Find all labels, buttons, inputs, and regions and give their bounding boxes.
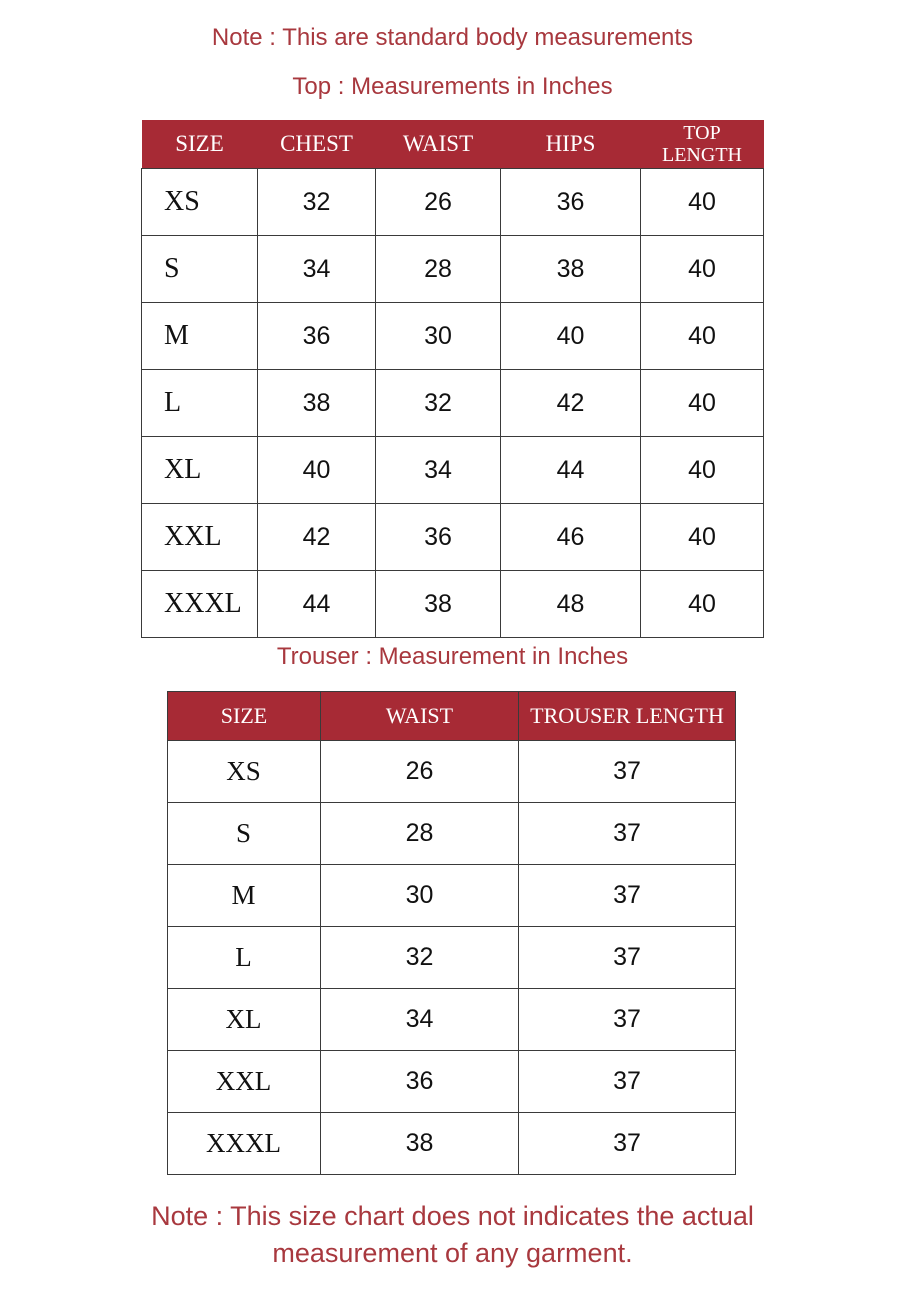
waist-cell: 30 — [376, 303, 501, 370]
trouser-header-trouser-length: TROUSER LENGTH — [519, 692, 736, 741]
trouser-length-cell: 37 — [519, 989, 736, 1051]
hips-cell: 40 — [501, 303, 641, 370]
waist-cell: 34 — [376, 437, 501, 504]
waist-cell: 28 — [376, 236, 501, 303]
top-header-top-length-label: TOP LENGTH — [662, 121, 742, 166]
size-cell: XS — [142, 169, 258, 236]
trouser-length-cell: 37 — [519, 803, 736, 865]
size-cell: XXL — [168, 1051, 321, 1113]
size-cell: M — [142, 303, 258, 370]
hips-cell: 36 — [501, 169, 641, 236]
top-header-size: SIZE — [142, 120, 258, 169]
trouser-table-header-row — [168, 692, 736, 741]
size-cell: XS — [168, 741, 321, 803]
chest-cell: 38 — [258, 370, 376, 437]
waist-cell: 38 — [376, 571, 501, 638]
chest-cell: 32 — [258, 169, 376, 236]
trouser-table-title: Trouser : Measurement in Inches — [276, 643, 629, 670]
top-header-hips: HIPS — [501, 120, 641, 169]
size-cell: M — [168, 865, 321, 927]
trouser-header-waist: WAIST — [321, 692, 519, 741]
top-table-title: Top : Measurements in Inches — [292, 73, 613, 100]
top-length-cell: 40 — [641, 169, 764, 236]
hips-cell: 38 — [501, 236, 641, 303]
size-cell: XL — [168, 989, 321, 1051]
trouser-length-cell: 37 — [519, 865, 736, 927]
trouser-length-cell: 37 — [519, 1051, 736, 1113]
table-row — [142, 303, 764, 370]
bottom-note-line1: Note : This size chart does not indicates the actual — [151, 1201, 754, 1231]
hips-cell: 46 — [501, 504, 641, 571]
top-table-header-row — [142, 120, 764, 169]
hips-cell: 44 — [501, 437, 641, 504]
size-cell: XXXL — [142, 571, 258, 638]
table-row — [168, 865, 736, 927]
top-header-waist: WAIST — [376, 120, 501, 169]
bottom-note-line2: measurement of any garment. — [272, 1238, 633, 1268]
table-row — [168, 803, 736, 865]
waist-cell: 30 — [321, 865, 519, 927]
waist-cell: 32 — [376, 370, 501, 437]
table-row — [142, 571, 764, 638]
hips-cell: 42 — [501, 370, 641, 437]
trouser-length-cell: 37 — [519, 927, 736, 989]
size-cell: L — [168, 927, 321, 989]
size-cell: S — [142, 236, 258, 303]
trouser-measurements-table — [167, 691, 736, 1175]
hips-cell: 48 — [501, 571, 641, 638]
top-length-cell: 40 — [641, 571, 764, 638]
table-row — [168, 741, 736, 803]
waist-cell: 36 — [321, 1051, 519, 1113]
top-length-cell: 40 — [641, 504, 764, 571]
chest-cell: 42 — [258, 504, 376, 571]
table-row — [142, 169, 764, 236]
top-length-cell: 40 — [641, 236, 764, 303]
waist-cell: 26 — [376, 169, 501, 236]
table-row — [168, 989, 736, 1051]
chest-cell: 44 — [258, 571, 376, 638]
waist-cell: 38 — [321, 1113, 519, 1175]
top-length-cell: 40 — [641, 370, 764, 437]
chest-cell: 40 — [258, 437, 376, 504]
waist-cell: 34 — [321, 989, 519, 1051]
chest-cell: 34 — [258, 236, 376, 303]
size-cell: XXXL — [168, 1113, 321, 1175]
trouser-length-cell: 37 — [519, 741, 736, 803]
chest-cell: 36 — [258, 303, 376, 370]
trouser-length-cell: 37 — [519, 1113, 736, 1175]
waist-cell: 36 — [376, 504, 501, 571]
waist-cell: 26 — [321, 741, 519, 803]
top-length-cell: 40 — [641, 303, 764, 370]
waist-cell: 32 — [321, 927, 519, 989]
table-row — [168, 1051, 736, 1113]
trouser-header-size: SIZE — [168, 692, 321, 741]
waist-cell: 28 — [321, 803, 519, 865]
size-cell: S — [168, 803, 321, 865]
table-row — [142, 504, 764, 571]
table-row — [168, 1113, 736, 1175]
top-header-top-length — [641, 120, 764, 169]
size-cell: XXL — [142, 504, 258, 571]
size-cell: XL — [142, 437, 258, 504]
top-note: Note : This are standard body measurements — [211, 24, 694, 51]
top-measurements-table — [141, 120, 764, 638]
bottom-note — [0, 1198, 905, 1272]
table-row — [142, 437, 764, 504]
table-row — [142, 236, 764, 303]
table-row — [142, 370, 764, 437]
size-cell: L — [142, 370, 258, 437]
top-header-chest: CHEST — [258, 120, 376, 169]
table-row — [168, 927, 736, 989]
top-length-cell: 40 — [641, 437, 764, 504]
